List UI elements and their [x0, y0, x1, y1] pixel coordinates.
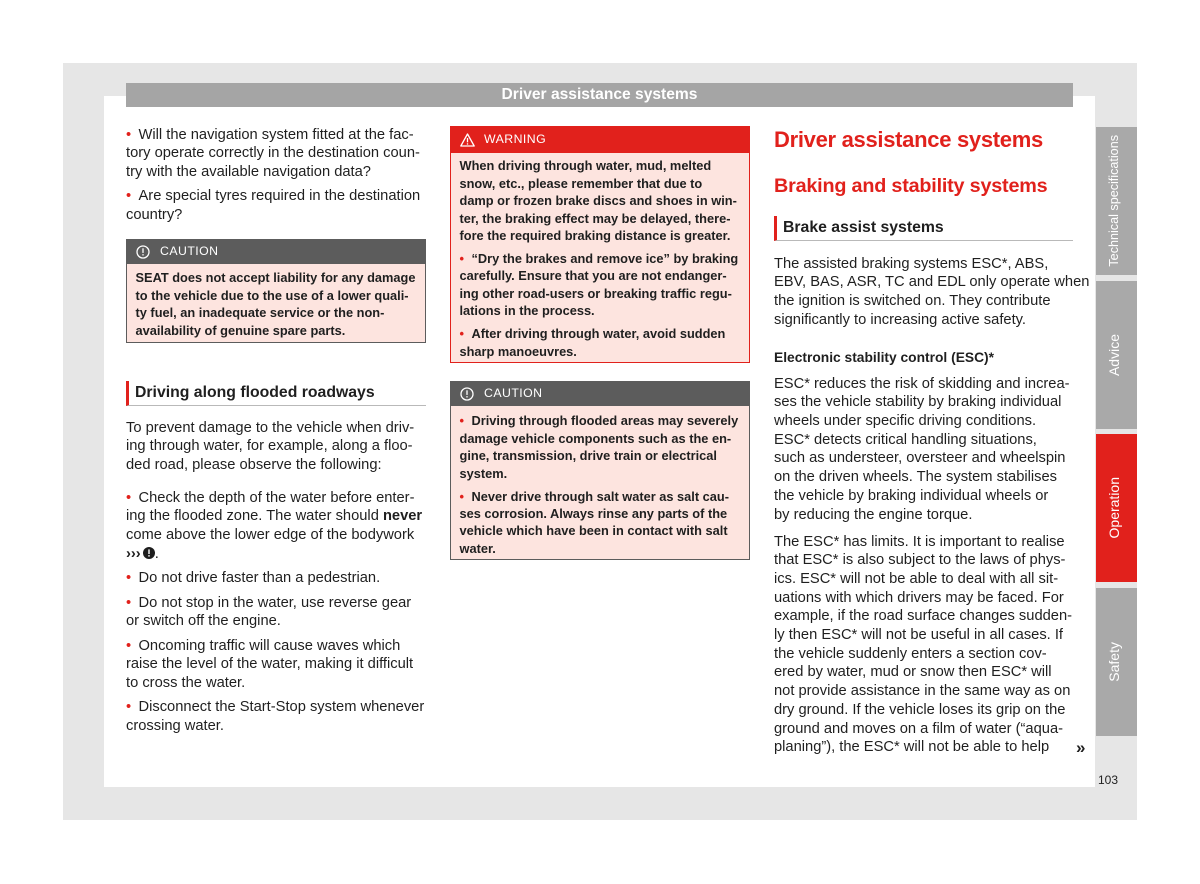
line-text: that ESC* is also subject to the laws of phys-: [774, 552, 1066, 569]
text-line: [774, 645, 1073, 664]
line-text: ing the flooded zone. The water should: [126, 508, 383, 525]
section-heading-flooded-roadways: Driving along flooded roadways: [126, 381, 426, 406]
text-line: [774, 738, 1073, 757]
text-line: [136, 269, 422, 286]
text-line: [460, 505, 746, 522]
text-line: [460, 343, 746, 360]
caution-body: [126, 264, 426, 343]
line-text: crossing water.: [126, 718, 224, 735]
caution-item: [460, 488, 746, 558]
text-line: [774, 292, 1073, 311]
text-line: [126, 594, 426, 613]
text-line: [774, 589, 1073, 608]
text-line: [126, 655, 426, 674]
esc-heading: Electronic stability control (ESC)*: [774, 349, 995, 365]
warning-item: [460, 325, 746, 360]
line-text: Check the depth of the water before enter-: [138, 489, 415, 506]
line-text: fore the required braking distance is greater.: [459, 227, 731, 243]
line-text: such as understeer, oversteer and wheelspin: [774, 450, 1066, 467]
caution-item: [460, 412, 746, 482]
line-text: To prevent damage to the vehicle when driv-: [126, 419, 415, 436]
text-line: [460, 302, 746, 319]
bullet-marker: •: [459, 488, 464, 504]
line-text: Never drive through salt water as salt cau-: [471, 488, 729, 504]
text-line: [774, 487, 1073, 506]
line-text: ly then ESC* will not be useful in all cases. If: [774, 627, 1063, 644]
caution-box: [126, 239, 426, 343]
bullet-item: [126, 698, 426, 735]
text-line: [774, 533, 1073, 552]
bullet-item: [126, 569, 426, 588]
line-text: ing through water, for example, along a floo-: [126, 438, 413, 455]
text-line: [460, 285, 746, 302]
text-line: [460, 267, 746, 284]
caution-label: CAUTION: [484, 386, 543, 401]
tab-label: Operation: [1105, 477, 1122, 539]
caution-header: [450, 381, 750, 406]
line-text: to cross the water.: [126, 675, 246, 692]
tab-label: Advice: [1105, 333, 1122, 377]
line-text: Are special tyres required in the destination: [138, 188, 421, 205]
text-line: [774, 375, 1073, 394]
line-text: After driving through water, avoid sudden: [471, 326, 726, 342]
text-line: [126, 126, 426, 145]
line-text: country?: [126, 207, 183, 224]
text-line: [126, 437, 426, 456]
emphasis-text: never: [382, 508, 423, 525]
line-text: significantly to increasing active safety.: [774, 311, 1026, 328]
line-text: system.: [459, 465, 508, 481]
esc-paragraphs: [774, 375, 1073, 757]
line-text: try with the available navigation data?: [126, 164, 371, 181]
text-line: [460, 465, 746, 482]
text-line: [460, 210, 746, 227]
text-line: [774, 663, 1073, 682]
chapter-title: Driver assistance systems: [774, 127, 1043, 152]
line-text: carefully. Ensure that you are not endanger-: [459, 268, 727, 284]
text-line: [774, 431, 1073, 450]
tab-operation: [1096, 434, 1137, 582]
text-line: [774, 468, 1073, 487]
line-text: tory operate correctly in the destination coun-: [126, 145, 420, 162]
section-title: Braking and stability systems: [774, 175, 1048, 197]
text-line: [126, 489, 426, 508]
tab-technical-specifications: [1096, 127, 1137, 275]
text-line: [460, 325, 746, 342]
line-text: ered by water, mud or snow then ESC* will: [774, 664, 1052, 681]
text-line: [126, 569, 426, 588]
text-line: [774, 449, 1073, 468]
bullet-item: [126, 126, 426, 182]
line-text: The assisted braking systems ESC*, ABS,: [774, 255, 1049, 272]
line-text: ESC* detects critical handling situations,: [774, 431, 1037, 448]
bullet-marker: •: [126, 637, 132, 654]
question-list: [126, 126, 426, 225]
warning-header: [450, 126, 750, 153]
line-text: uations with which drivers may be faced. For: [774, 589, 1064, 606]
paragraph: [774, 375, 1073, 525]
line-text: Do not drive faster than a pedestrian.: [138, 570, 381, 587]
text-line: [460, 488, 746, 505]
line-text: “Dry the brakes and remove ice” by braking: [471, 250, 739, 266]
line-text: example, if the road surface changes sudden-: [774, 608, 1073, 625]
warning-label: WARNING: [484, 132, 547, 147]
continued-marker: »: [1076, 737, 1086, 757]
line-text: .: [154, 545, 159, 562]
text-line: [126, 507, 426, 526]
line-text: ter, the braking effect may be delayed, there-: [459, 210, 731, 226]
warning-box: [450, 126, 750, 363]
caution-label: CAUTION: [160, 244, 219, 259]
emphasis-text: ›››: [126, 545, 141, 562]
line-text: Will the navigation system fitted at the fac-: [138, 126, 414, 143]
paragraph: [774, 533, 1073, 757]
bullet-item: [126, 489, 426, 564]
line-text: ics. ESC* will not be able to deal with all sit-: [774, 570, 1059, 587]
line-text: SEAT does not accept liability for any damage: [135, 270, 416, 286]
line-text: raise the level of the water, making it difficult: [126, 656, 414, 673]
text-line: [126, 545, 426, 564]
warning-item: [460, 250, 746, 320]
line-text: the ignition is switched on. They contribute: [774, 293, 1051, 310]
text-line: [126, 163, 426, 182]
line-text: the vehicle by braking individual wheels or: [774, 487, 1049, 504]
text-line: [126, 674, 426, 693]
text-line: [126, 187, 426, 206]
line-text: ses the vehicle stability by braking individual: [774, 394, 1062, 411]
text-line: [460, 447, 746, 464]
line-text: by reducing the engine torque.: [774, 506, 973, 523]
bullet-marker: •: [459, 250, 464, 266]
bullet-marker: •: [459, 326, 464, 342]
bullet-item: [126, 594, 426, 631]
caution-box-flooding: [450, 381, 750, 560]
tab-advice: [1096, 281, 1137, 429]
text-line: [126, 456, 426, 475]
text-line: [774, 506, 1073, 525]
text-line: [774, 273, 1090, 292]
tab-label: Safety: [1105, 642, 1122, 682]
bullet-item: [126, 187, 426, 224]
text-line: [460, 412, 746, 429]
line-text: not provide assistance in the same way as on: [774, 683, 1071, 700]
text-line: [136, 322, 422, 339]
line-text: EBV, BAS, ASR, TC and EDL only operate when: [774, 274, 1090, 291]
caution-reference-icon: [143, 547, 155, 559]
line-text: ESC* reduces the risk of skidding and increa-: [774, 375, 1070, 392]
text-line: [774, 393, 1073, 412]
line-text: ses corrosion. Always rinse any parts of the: [459, 505, 728, 521]
bullet-marker: •: [126, 699, 132, 716]
line-text: sharp manoeuvres.: [459, 343, 577, 359]
text-line: [774, 720, 1073, 739]
text-line: [136, 304, 422, 321]
line-text: vehicle which have been in contact with salt: [459, 523, 728, 539]
bullet-marker: •: [126, 570, 132, 587]
line-text: ground and moves on a film of water (“aqua-: [774, 720, 1064, 737]
line-text: ing other road-users or breaking traffic regu-: [459, 285, 732, 301]
tab-label: Technical specifications: [1106, 135, 1121, 267]
text-line: [774, 607, 1073, 626]
text-line: [126, 419, 426, 438]
line-text: The ESC* has limits. It is important to realise: [774, 533, 1065, 550]
line-text: gine, transmission, drive train or electrical: [459, 448, 717, 464]
warning-item: [460, 157, 746, 244]
text-line: [774, 626, 1073, 645]
line-text: lations in the process.: [459, 303, 595, 319]
line-text: or switch off the engine.: [126, 613, 281, 630]
text-line: [460, 540, 746, 557]
text-line: [136, 287, 422, 304]
line-text: Driving through flooded areas may severely: [471, 413, 739, 429]
text-line: [126, 526, 426, 545]
page-number: 103: [1098, 773, 1119, 787]
text-line: [460, 522, 746, 539]
text-line: [774, 682, 1073, 701]
brake-assist-intro-paragraph: [774, 255, 1090, 330]
bullet-marker: •: [126, 594, 132, 611]
caution-text: [136, 269, 422, 339]
flooded-intro-paragraph: [126, 419, 426, 475]
bullet-marker: •: [126, 126, 132, 143]
line-text: When driving through water, mud, melted: [459, 158, 712, 174]
bullet-marker: •: [126, 489, 132, 506]
text-line: [774, 311, 1073, 330]
text-line: [774, 570, 1073, 589]
subsection-heading-brake-assist: Brake assist systems: [774, 216, 1073, 241]
text-line: [126, 206, 426, 225]
bullet-marker: •: [459, 413, 464, 429]
text-line: [460, 430, 746, 447]
line-text: to the vehicle due to the use of a lower quali-: [135, 287, 409, 303]
line-text: wheels under specific driving conditions.: [774, 413, 1037, 430]
bullet-item: [126, 637, 426, 693]
text-line: [460, 175, 746, 192]
line-text: come above the lower edge of the bodywork: [126, 527, 415, 544]
bullet-marker: •: [126, 188, 132, 205]
line-text: damp or frozen brake discs and shoes in win-: [459, 193, 737, 209]
text-line: [126, 612, 426, 631]
line-text: availability of genuine spare parts.: [135, 322, 346, 338]
running-header: Driver assistance systems: [126, 83, 1073, 107]
line-text: ded road, please observe the following:: [126, 457, 382, 474]
text-line: [460, 192, 746, 209]
tab-safety: [1096, 588, 1137, 736]
caution-body: [450, 406, 750, 560]
text-line: [774, 255, 1073, 274]
line-text: ty fuel, an inadequate service or the non-: [135, 305, 385, 321]
text-line: [460, 227, 746, 244]
text-line: [460, 157, 746, 174]
text-line: [126, 717, 426, 736]
line-text: water.: [459, 540, 496, 556]
line-text: Oncoming traffic will cause waves which: [138, 637, 401, 654]
line-text: dry ground. If the vehicle loses its grip on the: [774, 701, 1066, 718]
warning-triangle-icon: [460, 133, 475, 147]
line-text: planing”), the ESC* will not be able to help: [774, 739, 1050, 756]
flooded-steps-list: [126, 489, 426, 736]
line-text: the vehicle suddenly enters a section cov-: [774, 645, 1047, 662]
text-line: [126, 698, 426, 717]
warning-body: [450, 153, 750, 363]
text-line: [774, 701, 1073, 720]
line-text: Disconnect the Start-Stop system whenever: [138, 699, 425, 716]
text-line: [774, 551, 1073, 570]
text-line: [460, 250, 746, 267]
exclamation-circle-icon: [136, 245, 150, 259]
text-line: [126, 144, 426, 163]
exclamation-circle-icon: [460, 387, 474, 401]
text-line: [126, 637, 426, 656]
line-text: on the driven wheels. The system stabilises: [774, 469, 1058, 486]
line-text: damage vehicle components such as the en-: [459, 430, 732, 446]
text-line: [774, 412, 1073, 431]
line-text: Do not stop in the water, use reverse gear: [138, 594, 412, 611]
caution-header: [126, 239, 426, 264]
line-text: snow, etc., please remember that due to: [459, 175, 703, 191]
